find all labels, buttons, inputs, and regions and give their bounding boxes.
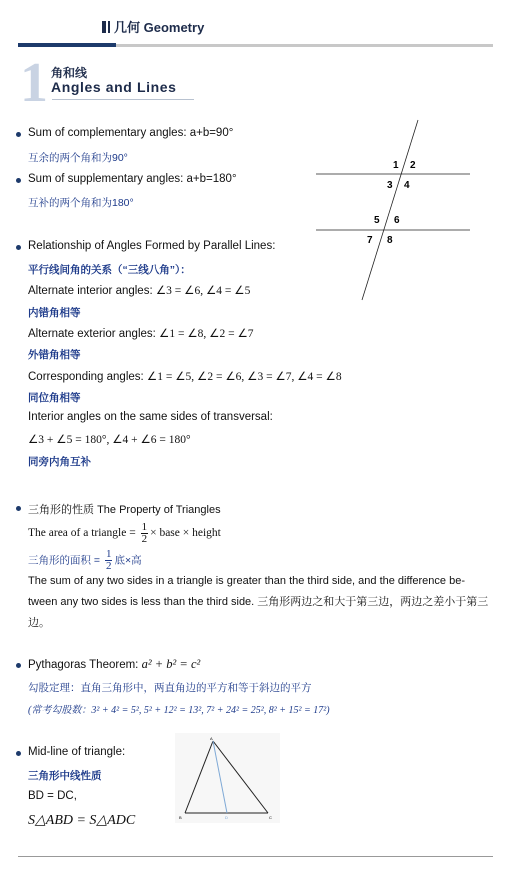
pythagoras-examples: (常考勾股数：3² + 4² = 5², 5² + 12² = 13², 7² + 24² = 25², 8² + 15² = 17²)	[28, 705, 330, 716]
angle-label-1: 1	[393, 160, 399, 171]
section-number: 1	[20, 52, 48, 114]
point-label-c: C	[269, 815, 272, 820]
midline-eq-1: BD = DC,	[28, 790, 77, 802]
figure-background	[175, 733, 280, 823]
supplementary-rule: Sum of supplementary angles: a+b=180°	[28, 173, 237, 185]
bullet-icon	[16, 751, 21, 756]
triangle-rule-line-2: tween any two sides is less than the third side. 三角形两边之和大于第三边，两边之差小于第三边。	[28, 596, 489, 629]
midline-heading-cn: 三角形中线性质	[28, 770, 102, 782]
interior-same-label: Interior angles on the same sides of transversal:	[28, 411, 273, 423]
interior-same-eq: ∠3 + ∠5 = 180°, ∠4 + ∠6 = 180°	[28, 434, 191, 446]
transversal-line	[362, 120, 418, 300]
parallel-heading: Relationship of Angles Formed by Parallel Lines:	[28, 240, 276, 252]
triangles-heading-cn: 三角形的性质	[28, 504, 98, 516]
header-title-text: 几何 Geometry	[114, 20, 205, 35]
angle-label-7: 7	[367, 235, 373, 246]
angle-label-6: 6	[394, 215, 400, 226]
midline-heading: Mid-line of triangle:	[28, 746, 126, 758]
header-bar-icon-thin	[108, 21, 110, 33]
parallel-lines-figure	[300, 115, 480, 305]
angle-label-3: 3	[387, 180, 393, 191]
fraction-numerator: 1	[105, 548, 112, 560]
header-accent-line	[18, 43, 116, 47]
midline-eq-2: S△ABD = S△ADC	[28, 813, 136, 828]
pythagoras-formula: a² + b² = c²	[141, 657, 201, 671]
header-bar-icon	[102, 21, 106, 33]
fraction-numerator: 1	[141, 521, 148, 533]
triangles-heading-en: The Property of Triangles	[97, 504, 221, 516]
alt-exterior-row	[28, 326, 254, 340]
fraction-denominator: 2	[141, 533, 148, 545]
bullet-icon	[16, 245, 21, 250]
bullet-icon	[16, 663, 21, 668]
angle-label-5: 5	[374, 215, 380, 226]
angle-label-2: 2	[410, 160, 416, 171]
interior-same-cn: 同旁内角互补	[28, 456, 91, 468]
point-label-d: D	[225, 815, 228, 820]
corresponding-eq: ∠1 = ∠5, ∠2 = ∠6, ∠3 = ∠7, ∠4 = ∠8	[146, 371, 342, 383]
fraction-denominator: 2	[105, 560, 112, 572]
triangle-inequality-text	[28, 571, 498, 634]
alt-exterior-label: Alternate exterior angles:	[28, 328, 160, 340]
triangle-midline-figure	[175, 733, 280, 823]
triangles-heading	[28, 501, 221, 517]
alt-exterior-eq: ∠1 = ∠8, ∠2 = ∠7	[159, 328, 254, 340]
area-cn-text: 三角形的面积 =	[28, 554, 103, 567]
header-rule	[116, 44, 493, 47]
area-formula-text: The area of a triangle =	[28, 527, 139, 540]
pythagoras-row	[28, 657, 200, 672]
alt-interior-cn: 内错角相等	[28, 307, 81, 319]
bullet-icon	[16, 178, 21, 183]
bullet-icon	[16, 132, 21, 137]
point-label-b: B	[179, 815, 182, 820]
page-header-title	[102, 17, 204, 36]
complementary-rule-cn: 互余的两个角和为90°	[28, 152, 128, 164]
section-title-cn: 角和线	[51, 66, 88, 80]
area-formula-tail: × base × height	[150, 527, 221, 540]
corresponding-label: Corresponding angles:	[28, 371, 147, 383]
complementary-rule: Sum of complementary angles: a+b=90°	[28, 127, 234, 139]
angle-label-4: 4	[404, 180, 410, 191]
corresponding-cn: 同位角相等	[28, 392, 81, 404]
triangle-area-formula	[28, 522, 221, 545]
pythagoras-label: Pythagoras Theorem:	[28, 659, 142, 671]
supplementary-rule-cn: 互补的两个角和为180°	[28, 197, 134, 209]
half-fraction	[141, 522, 149, 545]
triangle-rule-line-1: The sum of any two sides in a triangle is greater than the third side, and the difference be-	[28, 575, 465, 587]
point-label-a: A	[210, 736, 213, 741]
corresponding-row	[28, 369, 342, 383]
alt-interior-label: Alternate interior angles:	[28, 285, 156, 297]
alt-interior-eq: ∠3 = ∠6, ∠4 = ∠5	[155, 285, 251, 297]
pythagoras-cn: 勾股定理：直角三角形中，两直角边的平方和等于斜边的平方	[28, 682, 312, 694]
section-underline	[52, 99, 194, 100]
bottom-rule	[18, 856, 493, 857]
half-fraction-cn	[105, 549, 113, 572]
alt-exterior-cn: 外错角相等	[28, 349, 81, 361]
alt-interior-row	[28, 283, 250, 297]
area-cn-tail: 底×高	[114, 554, 142, 567]
bullet-icon	[16, 506, 21, 511]
section-title-en: Angles and Lines	[51, 79, 177, 95]
angle-label-8: 8	[387, 235, 393, 246]
triangle-area-cn	[28, 549, 142, 572]
parallel-heading-cn: 平行线间角的关系（“三线八角”）：	[28, 264, 191, 276]
